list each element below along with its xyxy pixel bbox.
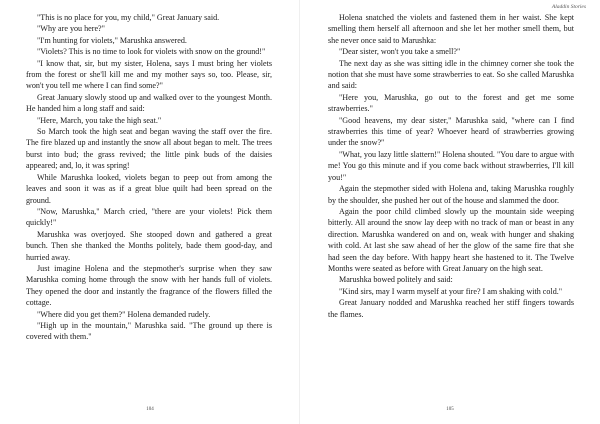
paragraph: Great January slowly stood up and walked over to the youngest Month. He handed him a long staff and said:: [26, 92, 272, 114]
paragraph: "I'm hunting for violets," Marushka answered.: [37, 35, 187, 45]
page-number: 105: [446, 407, 454, 412]
paragraph: The next day as she was sitting idle in the chimney corner she took the notion that she must have some strawberries to eat. So she called Marushka and said:: [328, 58, 574, 91]
paragraph: While Marushka looked, violets began to peep out from among the leaves and soon it was as if a great blue quilt had been spread on the ground.: [26, 172, 272, 205]
right-page-text: [328, 12, 574, 320]
paragraph: Holena snatched the violets and fastened them in her waist. She kept smelling them herself all afternoon and she let her mother smell them, but she never once said to Marushka:: [328, 13, 574, 45]
running-head: Aladdin Stories: [551, 4, 586, 10]
paragraph: "What, you lazy little slattern!" Holena shouted. "You dare to argue with me! You go this minute and if you come back without strawberries, I'll kill you!": [328, 149, 574, 182]
right-page: [300, 0, 600, 424]
paragraph: Marushka bowed politely and said:: [339, 275, 453, 285]
paragraph: "Kind sirs, may I warm myself at your fire? I am shaking with cold.": [339, 286, 563, 296]
paragraph: "Violets? This is no time to look for violets with snow on the ground!": [37, 47, 266, 57]
paragraph: Again the poor child climbed slowly up the mountain side weeping bitterly. All around the snow lay deep with no track of man or beast in any direction. Marushka wandered on and on, weak with hunger and shaking with cold. At last she saw ahead of her the glow of the same fire that she had seen the day before. With happy heart she hastened to it. The Twelve Months were seated as before with Great January on the high seat.: [328, 206, 574, 273]
paragraph: "Dear sister, won't you take a smell?": [339, 47, 461, 57]
page-number: 104: [146, 407, 154, 412]
paragraph: "Why are you here?": [37, 24, 105, 34]
paragraph: "Now, Marushka," March cried, "there are your violets! Pick them quickly!": [26, 206, 272, 228]
paragraph: Just imagine Holena and the stepmother's surprise when they saw Marushka coming home through the snow with her hands full of violets. They opened the door and instantly the fragrance of the flowers filled the cottage.: [26, 263, 272, 308]
paragraph: "Good heavens, my dear sister," Marushka said, "where can I find strawberries this time of year? Whoever heard of strawberries growing under the snow?": [328, 115, 574, 148]
paragraph: "Where did you get them?" Holena demanded rudely.: [37, 309, 211, 319]
left-page-text: [26, 12, 272, 343]
paragraph: Marushka was overjoyed. She stooped down and gathered a great bunch. Then she thanked the Months politely, bade them good-day, and hurried away.: [26, 229, 272, 262]
paragraph: "Here you, Marushka, go out to the forest and get me some strawberries.": [328, 92, 574, 114]
paragraph: "I know that, sir, but my sister, Holena, says I must bring her violets from the forest or she'll kill me and my mother says so, too. Please, sir, won't you tell me where I can find some?": [26, 58, 272, 91]
paragraph: "High up in the mountain," Marushka said. "The ground up there is covered with them.": [26, 320, 272, 342]
paragraph: So March took the high seat and began waving the staff over the fire. The fire blazed up and instantly the snow all about began to melt. The trees burst into bud; the grass revived; the little pink buds of the daisies appeared; and, lo, it was spring!: [26, 127, 272, 171]
paragraph: Great January nodded and Marushka reached her stiff fingers towards the flames.: [328, 298, 574, 319]
paragraph: "Here, March, you take the high seat.": [37, 115, 162, 125]
paragraph: "This is no place for you, my child," Great January said.: [37, 13, 220, 22]
paragraph: Again the stepmother sided with Holena and, taking Marushka roughly by the shoulder, she pushed her out of the house and slammed the door.: [328, 184, 574, 205]
